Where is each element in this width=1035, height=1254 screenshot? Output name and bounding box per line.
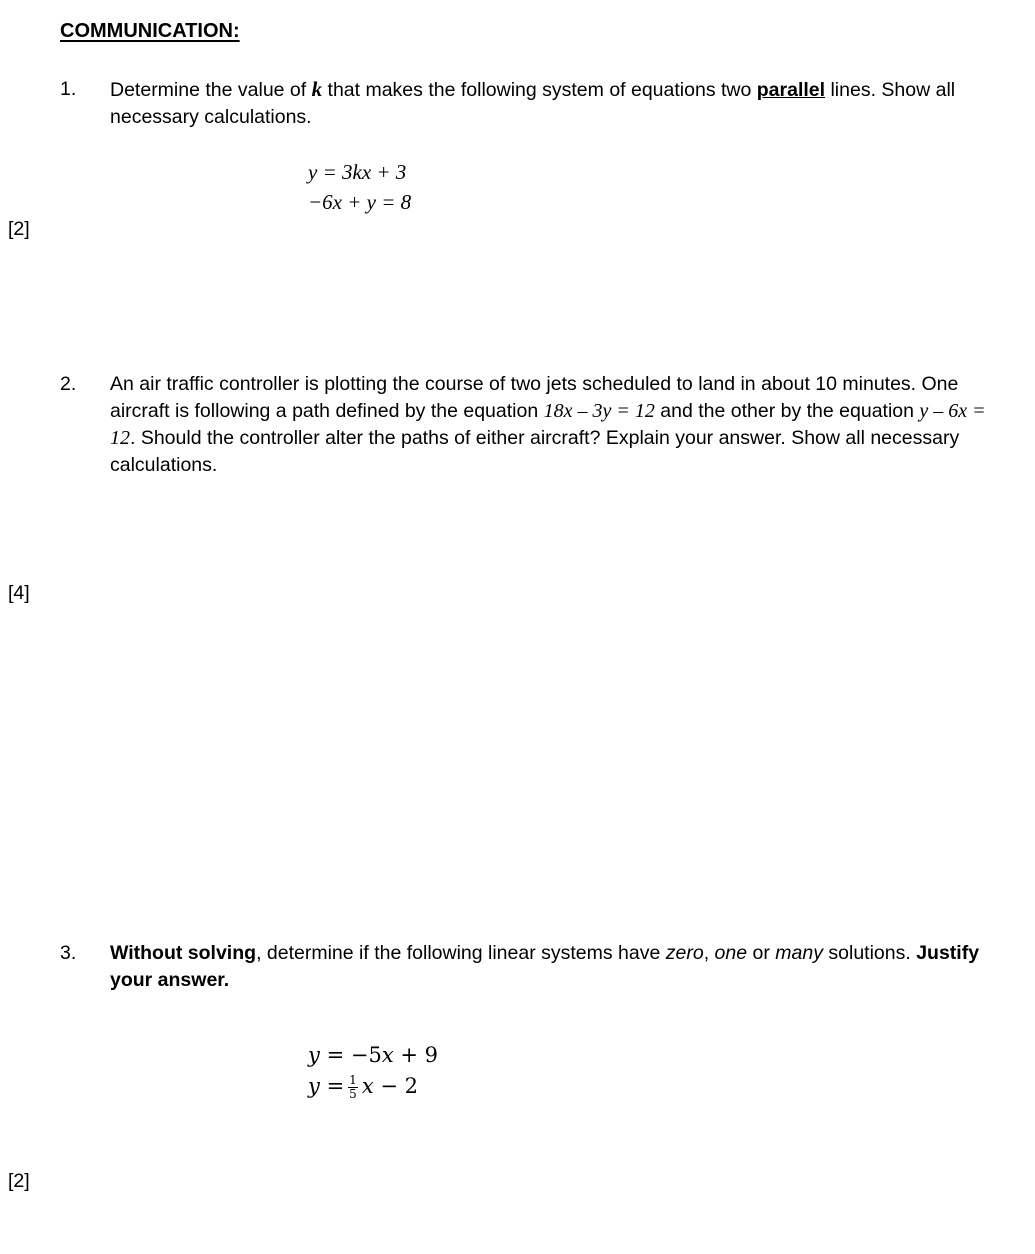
q1-equation-2: −6x + y = 8: [308, 190, 412, 214]
q3-marks: [2]: [8, 1170, 30, 1192]
question-1-text: Determine the value of k that makes the following system of equations two parallel lines. Show all necessary calculations.: [110, 77, 956, 128]
emphasis-parallel: parallel: [756, 79, 826, 101]
q1-marks: [2]: [8, 218, 30, 240]
q2-equation-1: 18x – 3y = 12: [543, 400, 655, 422]
question-3-number: 3.: [60, 942, 77, 964]
question-1-number: 1.: [60, 78, 77, 100]
variable-k: k: [311, 77, 323, 101]
q1-equation-1: y = 3kx + 3: [308, 160, 407, 184]
fraction-one-fifth: $\frac{1}{5}$: [349, 1073, 357, 1101]
section-heading: COMMUNICATION:: [60, 20, 240, 42]
q3-equation-2: y = $\frac{1}{5}$ x − 2: [308, 1073, 418, 1101]
question-2-number: 2.: [60, 373, 77, 395]
q2-marks: [4]: [8, 582, 30, 604]
question-2-text: An air traffic controller is plotting the course of two jets scheduled to land in about 10 minutes. One aircraft is following a path defined by the equation 18x – 3y = 12 and the other by the equation y – 6x = 12. Should the controller alter the paths of either aircraft? Explain your answer. Show all necessary calculations.: [110, 373, 986, 476]
question-3-text: Without solving, determine if the following linear systems have zero, one or many solutions. Justify your answer.: [110, 942, 980, 991]
q3-equation-1: y = −5x + 9: [308, 1043, 438, 1067]
q2-equation-2: y – 6x = 12: [110, 400, 986, 449]
